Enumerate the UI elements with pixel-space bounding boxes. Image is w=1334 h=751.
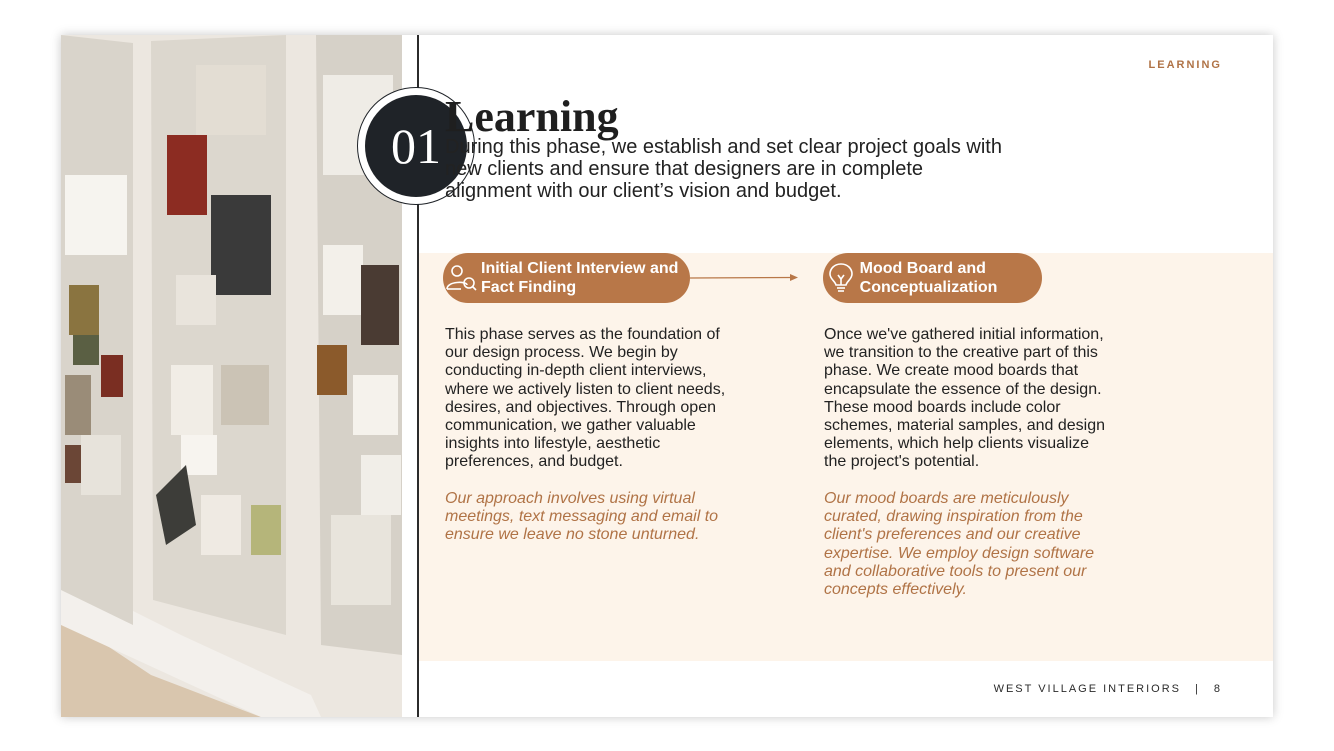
step-note-client-interview: Our approach involves using virtual meetings, text messaging and email to ensure we leave no stone unturned. (445, 490, 719, 544)
step-connector-arrow (690, 272, 800, 284)
page-title: Learning (445, 92, 619, 141)
step-body-mood-board: Once we've gathered initial information, we transition to the creative part of this phase. We create mood boards that encapsulate the essence of the design. These mood boards include color schemes, material samples, and design elements, which help clients visualize the project's potential. (824, 326, 1106, 471)
section-tag: LEARNING (1148, 59, 1222, 71)
step-pill-label: Mood Board and Conceptualization (859, 260, 998, 296)
intro-text: During this phase, we establish and set clear project goals with new clients and ensure that designers are in complete alignment with our client’s vision and budget. (445, 136, 1002, 202)
footer-company: WEST VILLAGE INTERIORS (993, 683, 1182, 695)
step-body-client-interview: This phase serves as the foundation of our design process. We begin by conducting in-depth client interviews, where we actively listen to client needs, desires, and objectives. Through open communication, we gather valuable insights into lifestyle, aesthetic preferences, and budget. (445, 326, 726, 471)
footer-separator: | (1195, 683, 1200, 695)
page-footer (994, 683, 1222, 695)
step-pill-mood-board (823, 253, 1042, 303)
step-number-badge: 01 (365, 95, 467, 197)
page (61, 35, 1273, 717)
step-pill-label: Initial Client Interview and Fact Finding (481, 260, 679, 296)
step-pill-client-interview (443, 253, 690, 303)
lightbulb-icon (823, 262, 860, 294)
person-search-icon (443, 263, 481, 293)
footer-page-number: 8 (1213, 683, 1222, 695)
step-note-mood-board: Our mood boards are meticulously curated, drawing inspiration from the client's preferences and our creative expertise. We employ design software and collaborative tools to present our concepts effectively. (824, 490, 1095, 599)
mood-board-wall-photo (61, 35, 402, 717)
